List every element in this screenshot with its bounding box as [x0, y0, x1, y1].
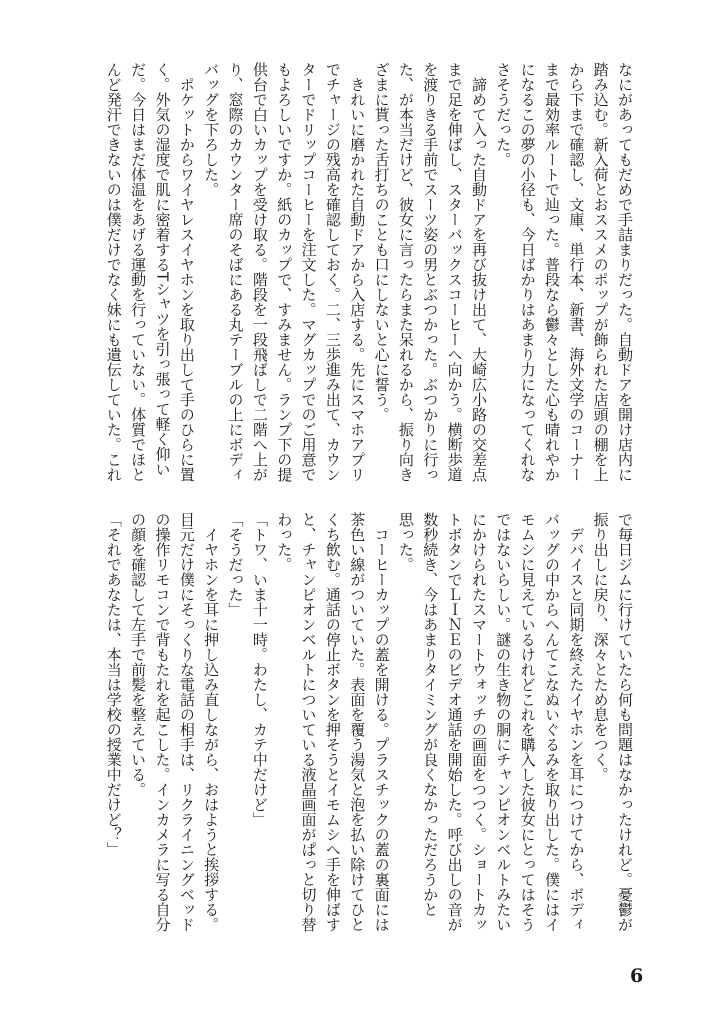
text-column: と、チャンピオンベルトについている液晶画面がぱっと切り替	[299, 512, 318, 932]
text-column: 諦めて入った自動ドアを再び抜け出て、大崎広小路の交差点	[469, 62, 488, 482]
text-column: になるこの夢の小径も、今日ばかりはあまり力になってくれな	[518, 62, 537, 482]
text-column: まで足を伸ばし、スターバックスコーヒーへ向かう。横断歩道	[445, 62, 464, 482]
text-column: モムシに見えているけれどこれを購入した彼女にとってはそう	[518, 512, 537, 932]
text-column: 茶色い線がついていた。表面を覆う湯気と泡を払い除けてひと	[348, 512, 367, 932]
text-column: まで最効率ルートで辿った。普段なら鬱々とした心も晴れやか	[542, 62, 561, 482]
text-column: でチャージの残高を確認しておく。二、三歩進み出て、カウン	[323, 62, 342, 482]
text-column: イヤホンを耳に押し込み直しながら、おはようと挨拶する。	[202, 512, 221, 932]
text-column: きれいに磨かれた自動ドアから入店する。先にスマホアプリ	[348, 62, 367, 482]
text-column: 振り出しに戻り、深々とため息をつく。	[591, 512, 610, 782]
text-block-top	[101, 62, 637, 487]
text-column: もよろしいですか。紙のカップで、すみません。ランプ下の提	[275, 62, 294, 482]
text-column: 「それであなたは、本当は学校の授業中だけど？」	[104, 512, 123, 857]
text-column: なにがあってもだめで手詰まりだった。自動ドアを開け店内に	[616, 62, 634, 482]
text-column: 「そうだった」	[226, 512, 245, 617]
text-column: だ。今日はまだ体温をあげる運動を行っていない。体質でほと	[129, 62, 148, 482]
text-column: で毎日ジムに行けていたら何も問題はなかったけれど。憂鬱が	[616, 512, 634, 932]
text-column: 数秒続き、今はあまりタイミングが良くなかっただろうかと	[421, 512, 440, 917]
text-column: 供台で白いカップを受け取る。階段を一段飛ばしで二階へ上が	[250, 62, 269, 482]
page-number: 6	[630, 965, 644, 987]
text-column: ターでドリップコーヒーを注文した。マグカップでのご用意で	[299, 62, 318, 482]
text-column: バッグを下ろした。	[202, 62, 221, 197]
text-column: の操作リモコンで背もたれを起こした。インカメラに写る自分	[153, 512, 172, 932]
text-column: た、が本当だけど、彼女に言ったらまた呆れるから、振り向き	[396, 62, 415, 482]
text-column: から下まで確認し、文庫、単行本、新書、海外文学のコーナー	[567, 62, 586, 482]
text-column: く。外気の湿度で肌に密着するTシャツを引っ張って軽く仰い	[153, 62, 172, 477]
text-column: デバイスと同期を終えたイヤホンを耳につけてから、ボディ	[567, 512, 586, 932]
text-column: くち飲む。通話の停止ボタンを押そうとイモムシへ手を伸ばす	[323, 512, 342, 932]
text-column: り、窓際のカウンター席のそばにある丸テーブルの上にボディ	[226, 62, 245, 482]
text-column: わった。	[275, 512, 294, 572]
text-column: 思った。	[396, 512, 415, 572]
text-column: 目元だけ僕にそっくりな電話の相手は、リクライニングベッド	[177, 512, 196, 932]
text-column: んど発汗できないのは僕だけでなく妹にも遺伝していた。これ	[104, 62, 123, 482]
text-column: 踏み込む。新入荷とおススメのポップが飾られた店頭の棚を上	[591, 62, 610, 482]
text-column: ポケットからワイヤレスイヤホンを取り出して手のひらに置	[177, 62, 196, 482]
text-column: ざまに貰った舌打ちのことも口にしないと心に誓う。	[372, 62, 391, 422]
text-column: さそうだった。	[494, 62, 513, 167]
text-block-bottom	[101, 512, 637, 932]
text-column: の顔を確認して左手で前髪を整えている。	[129, 512, 148, 797]
text-column: トボタンでＬＩＮＥのビデオ通話を開始した。呼び出しの音が	[445, 512, 464, 932]
text-column: ではないらしい。謎の生き物の胴にチャンピオンベルトみたい	[494, 512, 513, 932]
text-column: を渡りきる手前でスーツ姿の男とぶつかった。ぶつかりに行っ	[421, 62, 440, 482]
text-column: バッグの中からへんてこなぬいぐるみを取り出した。僕にはイ	[542, 512, 561, 932]
text-column: コーヒーカップの蓋を開ける。プラスチックの蓋の裏面には	[372, 512, 391, 932]
text-column: にかけられたスマートウォッチの画面をつつく。ショートカッ	[469, 512, 488, 932]
text-column: 「トワ、いま十一時。わたし、カテ中だけど」	[250, 512, 269, 827]
